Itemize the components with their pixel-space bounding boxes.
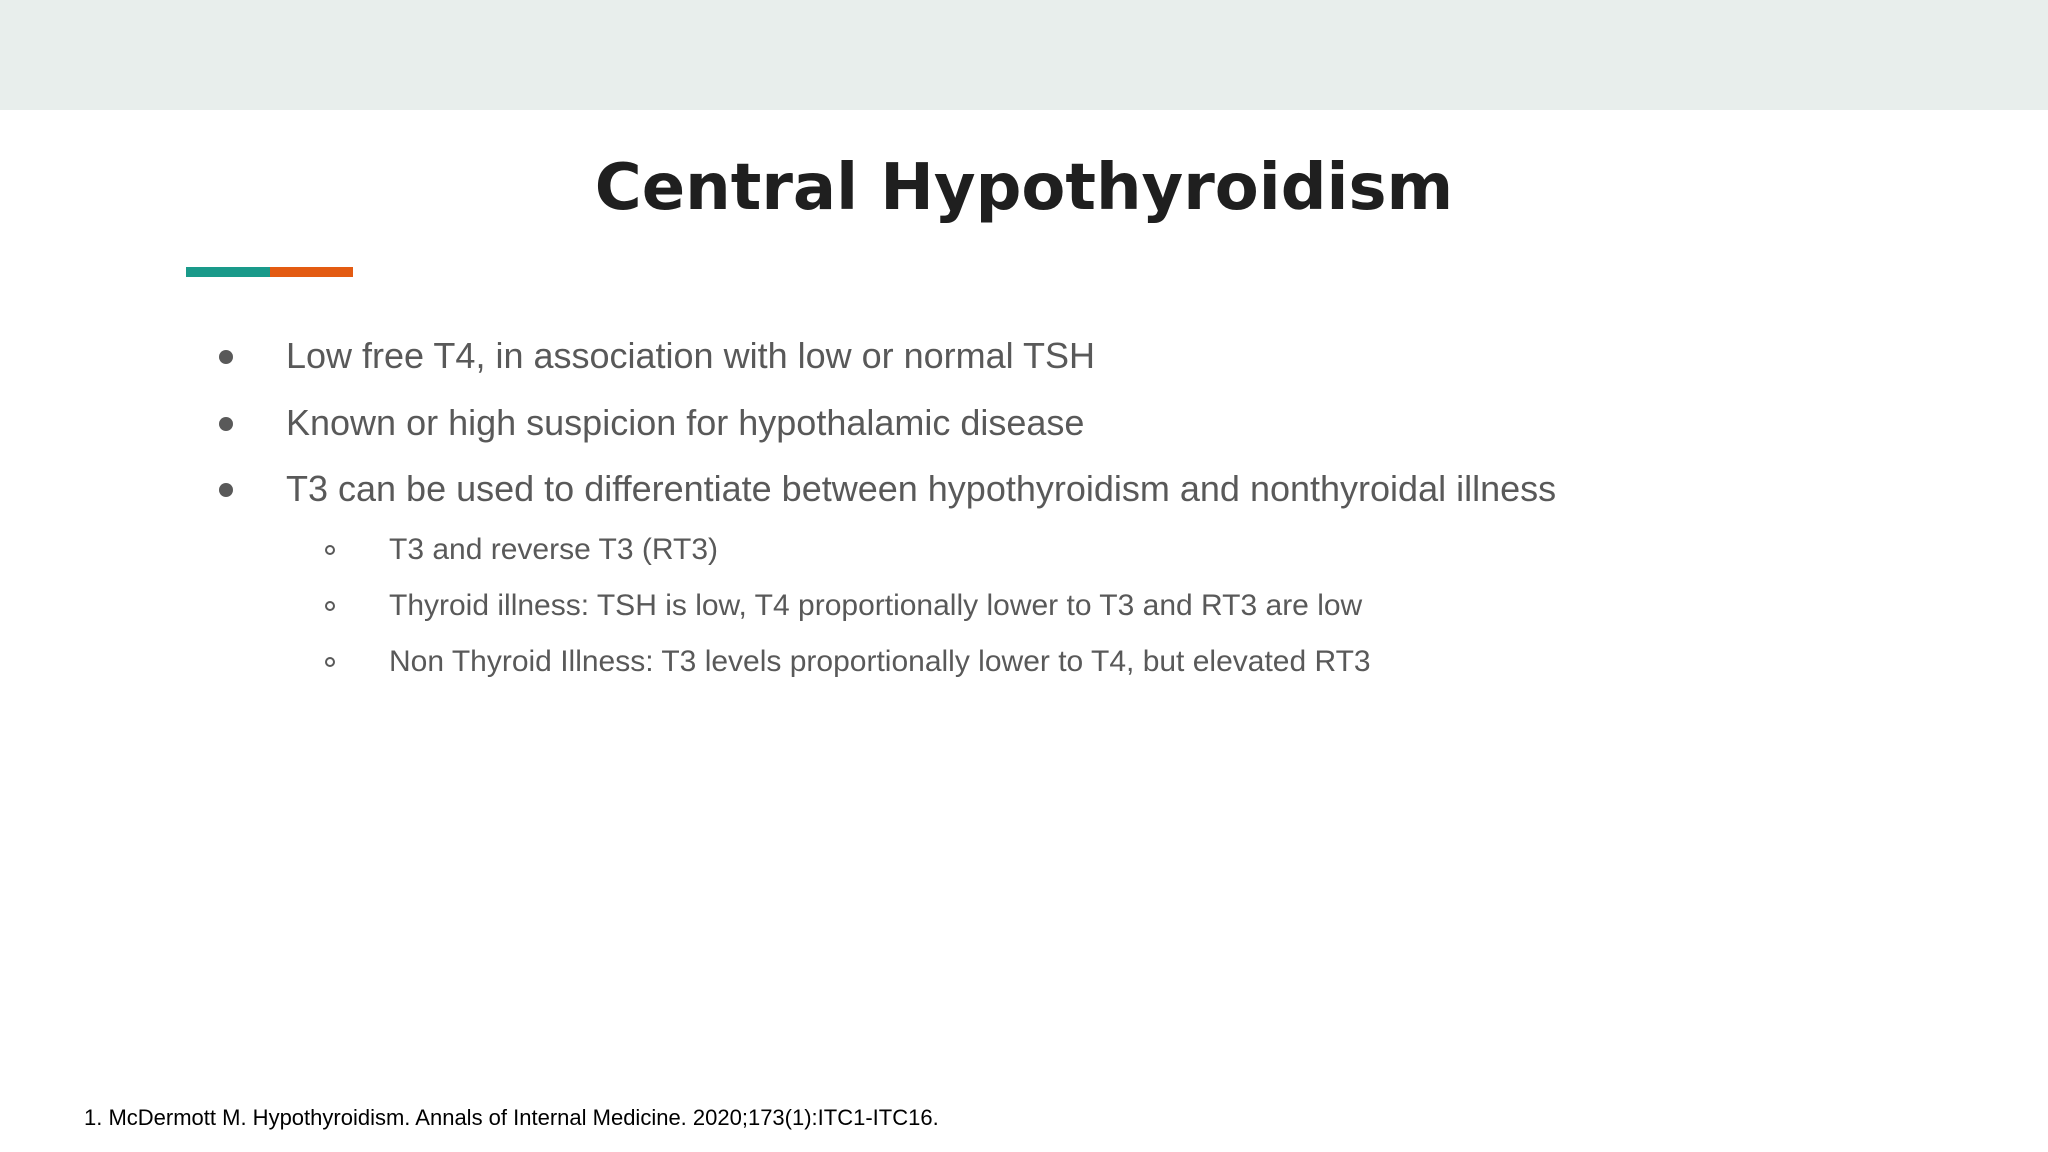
sub-bullet-text: Non Thyroid Illness: T3 levels proportionally lower to T4, but elevated RT3 <box>389 645 1371 678</box>
bullet-circle-icon <box>325 545 335 555</box>
bullet-dot-icon <box>219 483 233 497</box>
bullet-text: T3 can be used to differentiate between hypothyroidism and nonthyroidal illness <box>286 468 1557 509</box>
sub-bullet-text: T3 and reverse T3 (RT3) <box>389 533 719 566</box>
citation-footnote: 1. McDermott M. Hypothyroidism. Annals of Internal Medicine. 2020;173(1):ITC1-ITC16. <box>84 1105 939 1130</box>
list-item <box>389 643 1371 681</box>
bullet-text: Low free T4, in association with low or normal TSH <box>286 335 1096 376</box>
sub-bullet-text: Thyroid illness: TSH is low, T4 proportionally lower to T3 and RT3 are low <box>389 589 1363 622</box>
bullet-text: Known or high suspicion for hypothalamic disease <box>286 402 1085 443</box>
bullet-circle-icon <box>325 657 335 667</box>
list-item <box>389 531 718 569</box>
list-item <box>389 587 1362 625</box>
bullet-dot-icon <box>219 350 233 364</box>
bullet-dot-icon <box>219 417 233 431</box>
slide-title: Central Hypothyroidism <box>594 151 1454 225</box>
list-item <box>286 467 1556 511</box>
bullet-circle-icon <box>325 601 335 611</box>
list-item <box>286 334 1095 378</box>
list-item <box>286 401 1084 445</box>
